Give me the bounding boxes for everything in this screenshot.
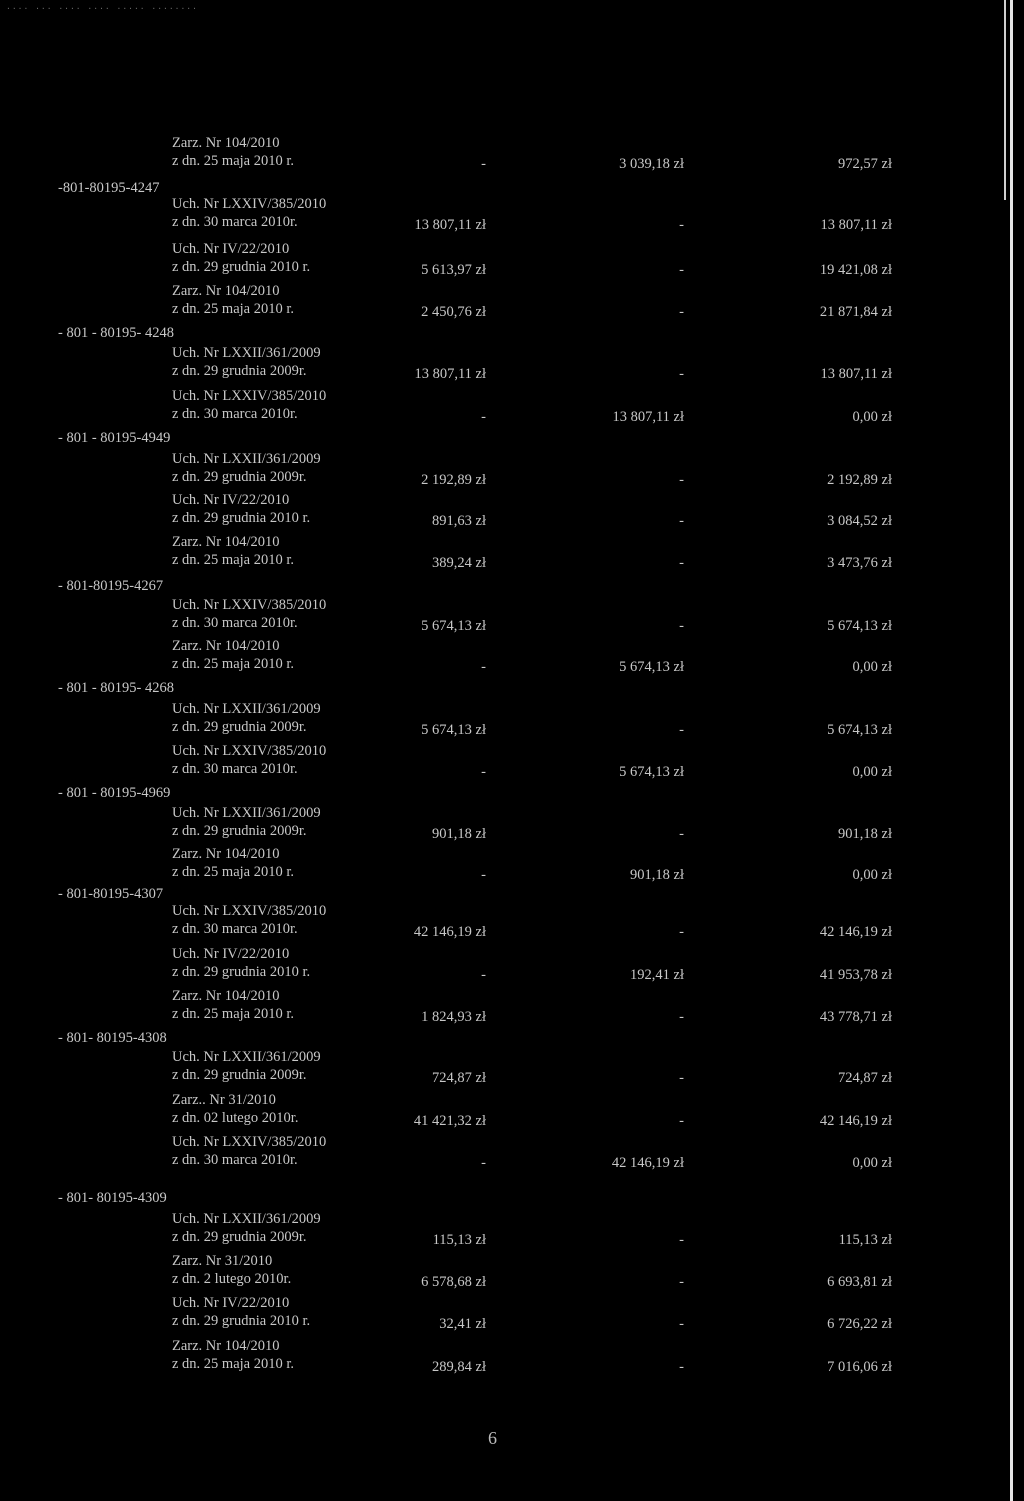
amount-balance: 724,87 zł [838,1070,892,1086]
amount-balance: 0,00 zł [852,1155,892,1171]
amount-balance: 2 192,89 zł [827,472,892,488]
resolution-date: z dn. 29 grudnia 2010 r. [172,259,311,275]
resolution-title: Uch. Nr LXXIV/385/2010 [172,388,327,404]
account-code: -801-80195-4247 [58,180,160,196]
amount-decrease: 5 674,13 zł [619,659,684,675]
resolution-title: Uch. Nr LXXIV/385/2010 [172,743,327,759]
resolution-title: Uch. Nr LXXIV/385/2010 [172,196,327,212]
amount-balance: 115,13 zł [838,1232,892,1248]
amount-balance: 7 016,06 zł [827,1359,892,1375]
amount-balance: 972,57 zł [838,156,892,172]
resolution-date: z dn. 25 maja 2010 r. [172,301,295,317]
resolution-date: z dn. 29 grudnia 2010 r. [172,964,311,980]
resolution-title: Uch. Nr LXXII/361/2009 [172,451,321,467]
resolution-date: z dn. 29 grudnia 2009r. [172,469,307,485]
amount-balance: 0,00 zł [852,764,892,780]
account-code: - 801-80195-4267 [58,578,164,594]
amount-balance: 19 421,08 zł [819,262,892,278]
resolution-title: Uch. Nr IV/22/2010 [172,1295,290,1311]
amount-increase: 5 674,13 zł [421,618,486,634]
amount-increase: 724,87 zł [432,1070,486,1086]
amount-decrease: - [679,618,684,634]
amount-increase: - [481,1155,486,1171]
amount-increase: - [481,867,486,883]
account-code: - 801- 80195-4309 [58,1190,167,1206]
amount-decrease: - [679,1359,684,1375]
amount-increase: 5 613,97 zł [421,262,486,278]
resolution-title: Zarz. Nr 104/2010 [172,988,280,1004]
amount-increase: 901,18 zł [432,826,486,842]
amount-balance: 43 778,71 zł [819,1009,892,1025]
resolution-title: Zarz. Nr 104/2010 [172,283,280,299]
amount-increase: 41 421,32 zł [413,1113,486,1129]
amount-decrease: - [679,1009,684,1025]
resolution-title: Uch. Nr IV/22/2010 [172,946,290,962]
page-number: 6 [488,1428,497,1448]
amount-balance: 13 807,11 zł [820,217,892,233]
amount-balance: 3 084,52 zł [827,513,892,529]
amount-decrease: - [679,826,684,842]
amount-increase: - [481,764,486,780]
account-code: - 801- 80195-4308 [58,1030,167,1046]
resolution-date: z dn. 29 grudnia 2010 r. [172,1313,311,1329]
account-code: - 801 - 80195- 4268 [58,680,174,696]
resolution-title: Zarz. Nr 104/2010 [172,1338,280,1354]
resolution-title: Zarz. Nr 104/2010 [172,135,280,151]
resolution-title: Uch. Nr LXXIV/385/2010 [172,1134,327,1150]
amount-balance: 13 807,11 zł [820,366,892,382]
amount-decrease: - [679,1232,684,1248]
resolution-date: z dn. 25 maja 2010 r. [172,656,295,672]
account-code: - 801 - 80195- 4248 [58,325,174,341]
amount-increase: - [481,659,486,675]
resolution-date: z dn. 30 marca 2010r. [172,761,298,777]
amount-balance: 0,00 zł [852,867,892,883]
amount-balance: 42 146,19 zł [819,1113,892,1129]
resolution-date: z dn. 29 grudnia 2009r. [172,1229,307,1245]
resolution-title: Uch. Nr IV/22/2010 [172,492,290,508]
resolution-title: Uch. Nr LXXII/361/2009 [172,805,321,821]
resolution-date: z dn. 30 marca 2010r. [172,921,298,937]
amount-decrease: - [679,472,684,488]
amount-increase: 5 674,13 zł [421,722,486,738]
scan-edge-line [1004,0,1006,200]
resolution-date: z dn. 02 lutego 2010r. [172,1110,299,1126]
amount-decrease: - [679,262,684,278]
amount-increase: 13 807,11 zł [414,217,486,233]
amount-increase: - [481,156,486,172]
amount-decrease: - [679,1274,684,1290]
amount-increase: 32,41 zł [439,1316,486,1332]
resolution-title: Uch. Nr LXXII/361/2009 [172,345,321,361]
amount-balance: 6 726,22 zł [827,1316,892,1332]
resolution-date: z dn. 29 grudnia 2009r. [172,363,307,379]
resolution-date: z dn. 30 marca 2010r. [172,1152,298,1168]
amount-increase: 891,63 zł [432,513,486,529]
amount-decrease: 3 039,18 zł [619,156,684,172]
resolution-title: Uch. Nr LXXIV/385/2010 [172,597,327,613]
amount-decrease: - [679,555,684,571]
amount-increase: 2 450,76 zł [421,304,486,320]
resolution-title: Uch. Nr LXXII/361/2009 [172,1049,321,1065]
amount-decrease: - [679,304,684,320]
amount-balance: 3 473,76 zł [827,555,892,571]
amount-decrease: - [679,1070,684,1086]
amount-decrease: - [679,1113,684,1129]
amount-balance: 901,18 zł [838,826,892,842]
resolution-title: Zarz. Nr 104/2010 [172,638,280,654]
amount-balance: 6 693,81 zł [827,1274,892,1290]
resolution-date: z dn. 29 grudnia 2009r. [172,719,307,735]
amount-increase: 42 146,19 zł [413,924,486,940]
amount-decrease: - [679,924,684,940]
resolution-date: z dn. 25 maja 2010 r. [172,153,295,169]
resolution-date: z dn. 2 lutego 2010r. [172,1271,292,1287]
amount-balance: 0,00 zł [852,659,892,675]
resolution-date: z dn. 29 grudnia 2010 r. [172,510,311,526]
resolution-title: Uch. Nr LXXIV/385/2010 [172,903,327,919]
amount-increase: - [481,409,486,425]
scan-header-noise: ···· ··· ···· ···· ····· ········ [6,4,198,13]
resolution-date: z dn. 25 maja 2010 r. [172,864,295,880]
amount-decrease: 13 807,11 zł [612,409,684,425]
amount-decrease: - [679,513,684,529]
amount-balance: 0,00 zł [852,409,892,425]
amount-decrease: - [679,217,684,233]
amount-increase: 1 824,93 zł [421,1009,486,1025]
amount-increase: 389,24 zł [432,555,486,571]
amount-decrease: 901,18 zł [630,867,684,883]
resolution-date: z dn. 30 marca 2010r. [172,615,298,631]
resolution-date: z dn. 29 grudnia 2009r. [172,823,307,839]
amount-balance: 5 674,13 zł [827,618,892,634]
amount-balance: 41 953,78 zł [819,967,892,983]
amount-decrease: 42 146,19 zł [611,1155,684,1171]
account-code: - 801 - 80195-4949 [58,430,171,446]
amount-balance: 42 146,19 zł [819,924,892,940]
resolution-date: z dn. 30 marca 2010r. [172,214,298,230]
amount-increase: 289,84 zł [432,1359,486,1375]
resolution-date: z dn. 25 maja 2010 r. [172,1356,295,1372]
resolution-title: Zarz. Nr 104/2010 [172,846,280,862]
resolution-date: z dn. 25 maja 2010 r. [172,552,295,568]
amount-increase: - [481,967,486,983]
scan-edge-line [1010,0,1013,1501]
resolution-date: z dn. 29 grudnia 2009r. [172,1067,307,1083]
amount-decrease: - [679,366,684,382]
resolution-title: Uch. Nr LXXII/361/2009 [172,1211,321,1227]
amount-balance: 21 871,84 zł [819,304,892,320]
account-code: - 801 - 80195-4969 [58,785,171,801]
amount-decrease: 192,41 zł [630,967,684,983]
resolution-title: Uch. Nr IV/22/2010 [172,241,290,257]
amount-increase: 6 578,68 zł [421,1274,486,1290]
account-code: - 801-80195-4307 [58,886,164,902]
amount-decrease: - [679,722,684,738]
amount-decrease: 5 674,13 zł [619,764,684,780]
resolution-title: Uch. Nr LXXII/361/2009 [172,701,321,717]
resolution-date: z dn. 30 marca 2010r. [172,406,298,422]
resolution-title: Zarz. Nr 104/2010 [172,534,280,550]
amount-decrease: - [679,1316,684,1332]
amount-increase: 115,13 zł [432,1232,486,1248]
resolution-date: z dn. 25 maja 2010 r. [172,1006,295,1022]
resolution-title: Zarz.. Nr 31/2010 [172,1092,276,1108]
amount-balance: 5 674,13 zł [827,722,892,738]
amount-increase: 2 192,89 zł [421,472,486,488]
resolution-title: Zarz. Nr 31/2010 [172,1253,273,1269]
amount-increase: 13 807,11 zł [414,366,486,382]
